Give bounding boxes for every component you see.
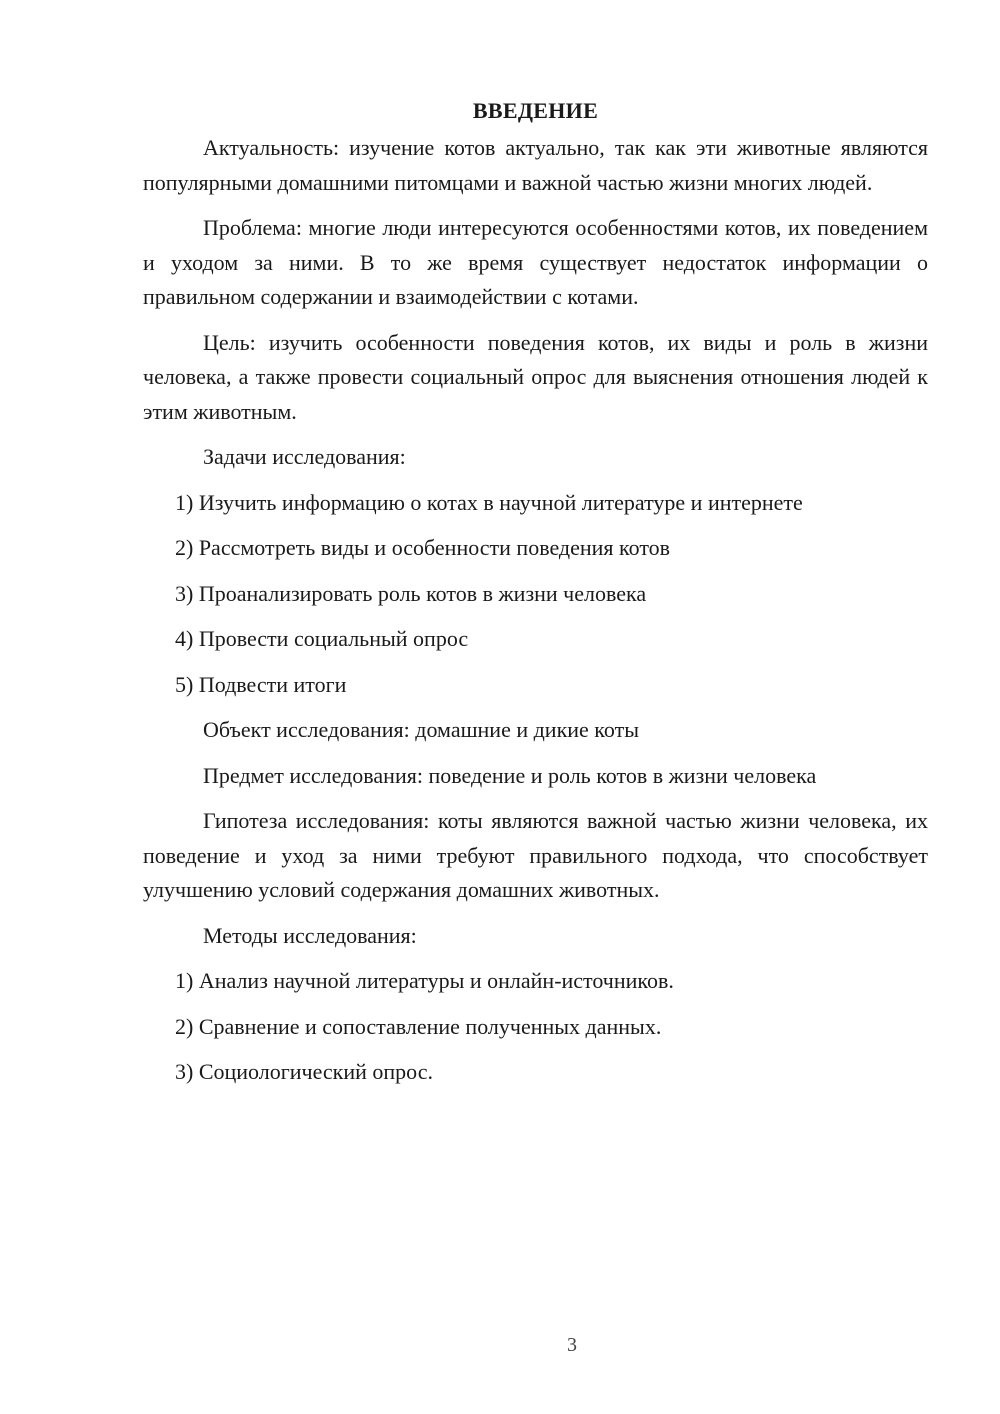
tasks-heading: Задачи исследования: <box>203 444 406 469</box>
page-number: 3 <box>567 1334 577 1356</box>
object-paragraph: Объект исследования: домашние и дикие коты <box>203 717 639 742</box>
problem-paragraph: Проблема: многие люди интересуются особенностями котов, их поведением и уходом за ними. В то же время существует недостаток информации о правильном содержании и взаимодействии с котами. <box>143 215 928 309</box>
task-item: 2) Рассмотреть виды и особенности поведения котов <box>175 535 671 560</box>
method-item: 2) Сравнение и сопоставление полученных данных. <box>175 1013 662 1039</box>
method-item: 3) Социологический опрос. <box>175 1059 433 1084</box>
task-item: 1) Изучить информацию о котах в научной литературе и интернете <box>175 489 803 515</box>
method-item: 1) Анализ научной литературы и онлайн-источников. <box>175 968 674 993</box>
goal-paragraph: Цель: изучить особенности поведения котов, их виды и роль в жизни человека, а также провести социальный опрос для выяснения отношения людей к этим животным. <box>143 329 928 424</box>
task-item: 5) Подвести итоги <box>175 671 347 697</box>
section-title: ВВЕДЕНИЕ <box>472 98 599 123</box>
task-item: 4) Провести социальный опрос <box>175 626 469 651</box>
hypothesis-paragraph: Гипотеза исследования: коты являются важной частью жизни человека, их поведение и уход за ними требуют правильного подхода, что способствует улучшению условий содержания домашних животных. <box>143 808 928 902</box>
relevance-paragraph: Актуальность: изучение котов актуально, так как эти животные являются популярными домашними питомцами и важной частью жизни многих людей. <box>143 135 928 195</box>
task-item: 3) Проанализировать роль котов в жизни человека <box>175 580 647 606</box>
subject-paragraph: Предмет исследования: поведение и роль котов в жизни человека <box>203 762 817 788</box>
methods-heading: Методы исследования: <box>203 922 417 948</box>
